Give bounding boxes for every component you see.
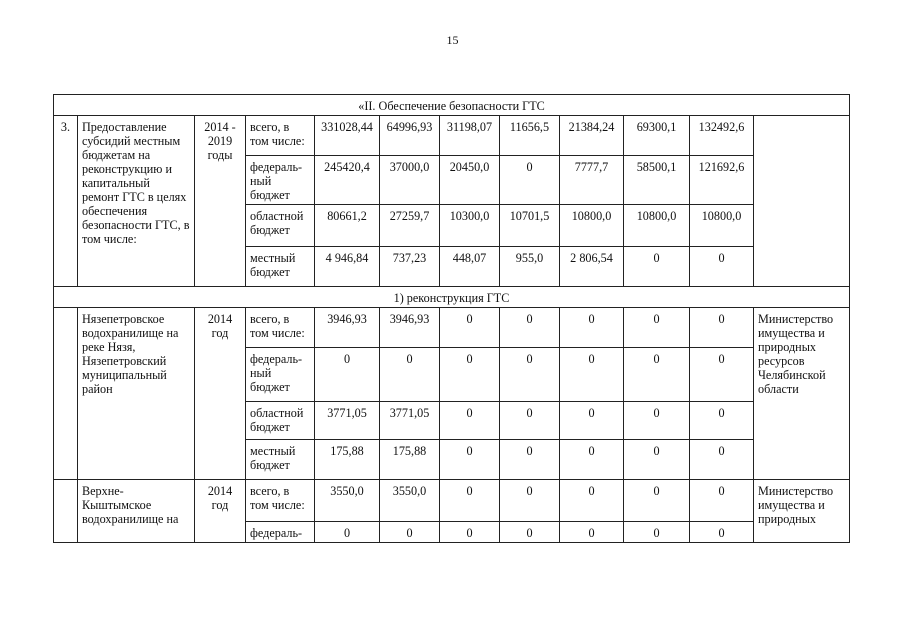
funding-label: всего, в том числе: [246, 480, 315, 522]
funding-value: 3946,93 [315, 308, 380, 348]
funding-label: всего, в том числе: [246, 308, 315, 348]
funding-value: 3550,0 [315, 480, 380, 522]
funding-value: 11656,5 [500, 116, 560, 156]
funding-value: 37000,0 [380, 156, 440, 205]
row-name: Нязепетровское водохранилище на реке Нязя, Нязепетровский муниципальный район [78, 308, 195, 480]
funding-value: 0 [690, 247, 754, 287]
funding-value: 0 [624, 308, 690, 348]
funding-value: 2 806,54 [560, 247, 624, 287]
row-period: 2014 - 2019 годы [195, 116, 246, 287]
funding-value: 10300,0 [440, 205, 500, 247]
funding-value: 245420,4 [315, 156, 380, 205]
funding-value: 0 [690, 480, 754, 522]
funding-value: 31198,07 [440, 116, 500, 156]
funding-value: 0 [690, 308, 754, 348]
subsection-row [54, 287, 850, 308]
funding-label: федераль- [246, 522, 315, 543]
funding-value: 0 [624, 247, 690, 287]
funding-value: 0 [560, 402, 624, 440]
row-name: Верхне-Кыштымское водохранилище на [78, 480, 195, 543]
subsection-title: 1) реконструкция ГТС [54, 287, 850, 308]
funding-label: местный бюджет [246, 440, 315, 480]
funding-value: 0 [315, 522, 380, 543]
funding-label: всего, в том числе: [246, 116, 315, 156]
funding-value: 132492,6 [690, 116, 754, 156]
row-period: 2014 год [195, 308, 246, 480]
page-number: 15 [446, 33, 459, 47]
row-number: 3. [54, 116, 78, 287]
funding-value: 64996,93 [380, 116, 440, 156]
funding-value: 0 [624, 402, 690, 440]
funding-value: 0 [440, 402, 500, 440]
funding-label: областной бюджет [246, 205, 315, 247]
funding-value: 0 [690, 440, 754, 480]
funding-value: 0 [440, 480, 500, 522]
funding-label: областной бюджет [246, 402, 315, 440]
funding-value: 0 [560, 348, 624, 402]
funding-value: 0 [560, 308, 624, 348]
funding-value: 0 [690, 402, 754, 440]
funding-value: 0 [690, 348, 754, 402]
funding-value: 80661,2 [315, 205, 380, 247]
funding-value: 0 [500, 480, 560, 522]
funding-value: 0 [560, 480, 624, 522]
funding-value: 0 [315, 348, 380, 402]
funding-value: 0 [440, 522, 500, 543]
funding-value: 175,88 [315, 440, 380, 480]
funding-value: 0 [500, 440, 560, 480]
funding-value: 27259,7 [380, 205, 440, 247]
table-row [54, 308, 850, 348]
funding-value: 0 [500, 308, 560, 348]
funding-value: 10800,0 [690, 205, 754, 247]
funding-value: 58500,1 [624, 156, 690, 205]
funding-label: федераль-ный бюджет [246, 348, 315, 402]
row-executor: Министерство имущества и природных [754, 480, 850, 543]
funding-value: 0 [500, 522, 560, 543]
funding-value: 7777,7 [560, 156, 624, 205]
row-number [54, 480, 78, 543]
funding-value: 10800,0 [624, 205, 690, 247]
funding-value: 448,07 [440, 247, 500, 287]
funding-value: 331028,44 [315, 116, 380, 156]
row-executor: Министерство имущества и природных ресурсов Челябинской области [754, 308, 850, 480]
funding-value: 10800,0 [560, 205, 624, 247]
funding-value: 737,23 [380, 247, 440, 287]
funding-value: 0 [560, 522, 624, 543]
funding-value: 3550,0 [380, 480, 440, 522]
section-row [54, 95, 850, 116]
funding-value: 10701,5 [500, 205, 560, 247]
section-title: «II. Обеспечение безопасности ГТС [54, 95, 850, 116]
funding-value: 0 [500, 402, 560, 440]
funding-label: федераль-ный бюджет [246, 156, 315, 205]
row-executor [754, 116, 850, 287]
funding-value: 0 [440, 308, 500, 348]
funding-value: 0 [440, 440, 500, 480]
funding-value: 0 [440, 348, 500, 402]
table-row [54, 116, 850, 156]
funding-value: 69300,1 [624, 116, 690, 156]
funding-value: 0 [380, 522, 440, 543]
funding-value: 0 [624, 522, 690, 543]
funding-value: 3946,93 [380, 308, 440, 348]
funding-label: местный бюджет [246, 247, 315, 287]
funding-value: 3771,05 [380, 402, 440, 440]
funding-value: 175,88 [380, 440, 440, 480]
row-period: 2014 год [195, 480, 246, 543]
funding-value: 0 [690, 522, 754, 543]
funding-value: 0 [624, 440, 690, 480]
funding-value: 0 [624, 348, 690, 402]
funding-value: 0 [500, 156, 560, 205]
funding-value: 121692,6 [690, 156, 754, 205]
funding-value: 20450,0 [440, 156, 500, 205]
row-number [54, 308, 78, 480]
funding-value: 3771,05 [315, 402, 380, 440]
table-row [54, 480, 850, 522]
funding-value: 0 [380, 348, 440, 402]
row-name: Предоставление субсидий местным бюджетам на реконструкцию и капитальный ремонт ГТС в целях обеспечения безопасности ГТС, в том числе: [78, 116, 195, 287]
program-table [53, 94, 850, 543]
funding-value: 0 [624, 480, 690, 522]
funding-value: 21384,24 [560, 116, 624, 156]
funding-value: 955,0 [500, 247, 560, 287]
funding-value: 4 946,84 [315, 247, 380, 287]
funding-value: 0 [560, 440, 624, 480]
funding-value: 0 [500, 348, 560, 402]
